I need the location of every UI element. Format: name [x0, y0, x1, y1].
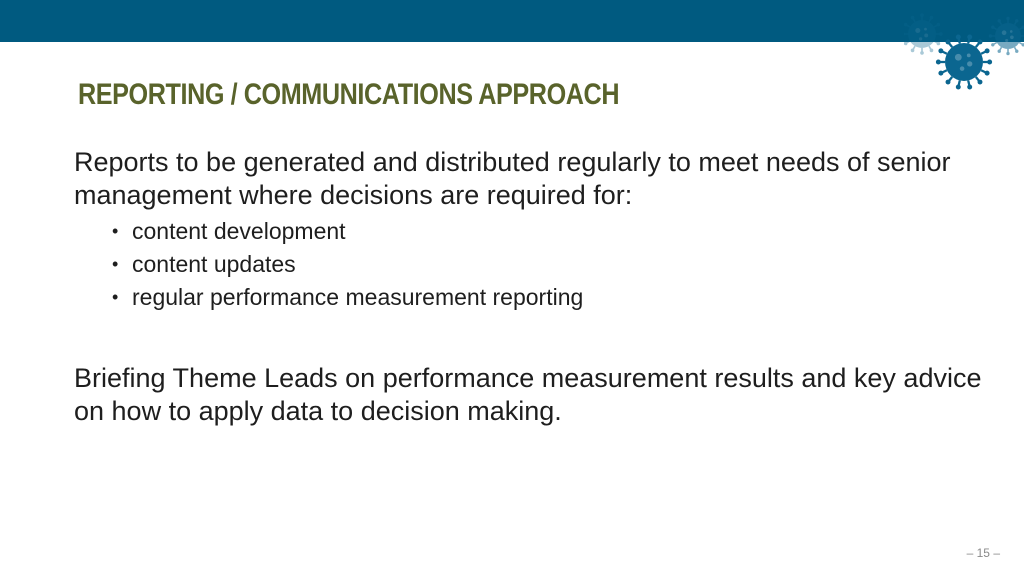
- virus-spike-tip: [911, 16, 915, 20]
- virus-spike-tip: [991, 43, 994, 46]
- virus-spot: [1005, 39, 1008, 42]
- bullet-dot: •: [112, 287, 119, 307]
- bullet-text: content development: [132, 218, 346, 244]
- virus-spot: [915, 28, 920, 33]
- virus-spike-tip: [911, 49, 915, 53]
- virus-spike-tip: [904, 32, 905, 36]
- virus-spike-tip: [991, 26, 994, 29]
- virus-spike-tip: [937, 42, 941, 46]
- virus-spot: [1010, 30, 1013, 33]
- virus-spike-tip: [946, 80, 951, 85]
- slide-title: REPORTING / COMMUNICATIONS APPROACH: [78, 78, 620, 111]
- virus-spike-tip: [987, 60, 992, 65]
- virus-spot: [960, 66, 965, 71]
- intro-paragraph: Reports to be generated and distributed regularly to meet needs of senior management where decisions are required for:: [74, 147, 951, 210]
- briefing-paragraph: Briefing Theme Leads on performance measurement results and key advice on how to apply data to decision making.: [74, 363, 982, 426]
- virus-spike-tip: [967, 85, 972, 90]
- virus-spot: [955, 54, 962, 61]
- virus-spike-tip: [937, 23, 941, 27]
- virus-spike-tip: [939, 32, 943, 36]
- virus-spike-tip: [998, 50, 1001, 53]
- virus-spike-tip: [998, 19, 1001, 22]
- slide-body: [74, 146, 1004, 428]
- header-band: [0, 0, 1024, 42]
- virus-spot: [924, 28, 927, 31]
- virus-body: [908, 20, 936, 48]
- virus-spike-tip: [956, 85, 961, 90]
- virus-spike-tip: [920, 13, 924, 17]
- virus-spike-tip: [1006, 52, 1009, 55]
- virus-spot: [1002, 30, 1007, 35]
- bullet-list: [112, 215, 1004, 314]
- coronavirus-icon: [904, 0, 1024, 100]
- virus-spike-tip: [946, 39, 951, 44]
- virus-spike-tip: [920, 51, 924, 55]
- virus-spike-tip: [936, 60, 941, 65]
- virus-spike-tip: [989, 34, 992, 37]
- bullet-item: [112, 281, 1004, 314]
- page-number: – 15 –: [966, 546, 1000, 560]
- bullet-text: regular performance measurement reporting: [132, 284, 584, 310]
- virus-spike-tip: [956, 35, 961, 40]
- bullet-dot: •: [112, 254, 119, 274]
- virus-spike-tip: [978, 80, 983, 85]
- virus-spot: [967, 61, 972, 66]
- virus-spike-tip: [985, 71, 990, 76]
- virus-spike-tip: [1006, 17, 1009, 20]
- bullet-item: [112, 215, 1004, 248]
- virus-spike-tip: [938, 48, 943, 53]
- virus-spike-tip: [938, 71, 943, 76]
- virus-body: [945, 43, 983, 81]
- virus-spike-tip: [1015, 19, 1018, 22]
- bullet-text: content updates: [132, 251, 296, 277]
- virus-spike-tip: [1015, 50, 1018, 53]
- virus-spike-tip: [978, 39, 983, 44]
- virus-spike-tip: [967, 35, 972, 40]
- bullet-dot: •: [112, 221, 119, 241]
- virus-spike-tip: [930, 16, 934, 20]
- virus-spike-tip: [985, 48, 990, 53]
- virus-spot: [967, 53, 971, 57]
- bullet-item: [112, 248, 1004, 281]
- virus-body: [995, 23, 1021, 49]
- virus-spike-tip: [930, 49, 934, 53]
- virus-spot: [924, 33, 928, 37]
- virus-spot: [919, 37, 922, 40]
- virus-spot: [1010, 35, 1014, 39]
